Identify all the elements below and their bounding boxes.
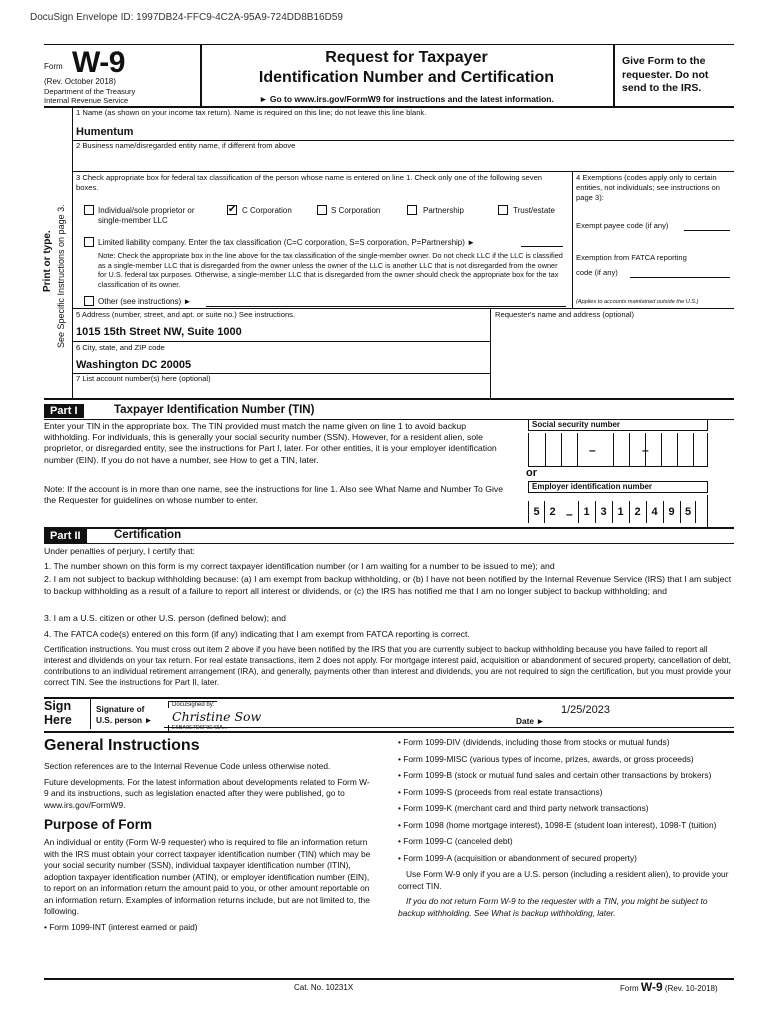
ein-digit: 4 xyxy=(646,501,662,523)
llc-note: Note: Check the appropriate box in the line above for the tax classification of the single-member owner. Do not check LLC if the LLC is classified as a single-member LLC that is disregarded from the owner unless the owner of the LLC is another LLC that is not disregarded from the owner for U.S. federal tax purposes. Otherwise, a single-member LLC that is disregarded from the owner should check the appropriate box for the tax classification of its owner. xyxy=(98,251,563,289)
ein-digit: 1 xyxy=(578,501,594,523)
checkbox-other[interactable] xyxy=(84,296,94,306)
ein-field[interactable] xyxy=(528,495,708,529)
line6-label: 6 City, state, and ZIP code xyxy=(76,343,165,352)
ssn-label: Social security number xyxy=(528,419,708,431)
checkbox-s-corporation[interactable] xyxy=(317,205,327,215)
line7-account-field[interactable] xyxy=(76,385,676,397)
part2-title: Certification xyxy=(114,529,182,541)
line2-label: 2 Business name/disregarded entity name, if different from above xyxy=(76,141,296,150)
form-word: Form xyxy=(44,62,63,71)
ssn-divider xyxy=(693,433,694,467)
signature-label-line1: Signature of xyxy=(96,704,145,714)
requester-label: Requester's name and address (optional) xyxy=(495,310,635,319)
ein-digit: 1 xyxy=(612,501,628,523)
part2-tag: Part II xyxy=(44,529,87,543)
signature-hash: E6BA9E7D6F9E43A... xyxy=(168,725,230,732)
bullet-1099-misc: • Form 1099-MISC (various types of income, prizes, awards, or gross proceeds) xyxy=(398,753,694,764)
form-title xyxy=(200,48,613,88)
checkbox-trust-estate[interactable] xyxy=(498,205,508,215)
side-label-see: See Specific Instructions on page 3. xyxy=(56,204,66,348)
signature-image: Christine Sow xyxy=(172,709,262,724)
ein-digit: 2 xyxy=(629,501,645,523)
signature-label xyxy=(96,704,153,725)
ssn-divider xyxy=(613,433,614,467)
sign-divider xyxy=(90,697,91,729)
ssn-dash: – xyxy=(589,443,596,457)
general-instructions-heading: General Instructions xyxy=(44,737,200,754)
part1-note: Note: If the account is in more than one name, see the instructions for line 1. Also see What Name and Number To Give the Requester for guidelines on whose number to enter. xyxy=(44,484,504,506)
line5-rule xyxy=(72,341,490,342)
bullet-1099-b: • Form 1099-B (stock or mutual fund sales and certain other transactions by brokers) xyxy=(398,770,712,780)
bullet-1099-int: • Form 1099-INT (interest earned or paid) xyxy=(44,921,198,932)
label-trust-estate: Trust/estate xyxy=(513,206,555,215)
header-divider-right xyxy=(613,44,615,106)
line5-label: 5 Address (number, street, and apt. or suite no.) See instructions. xyxy=(76,310,296,319)
catalog-number: Cat. No. 10231X xyxy=(294,983,354,992)
line6-city-field[interactable]: Washington DC 20005 xyxy=(76,359,192,371)
label-llc: Limited liability company. Enter the tax classification (C=C corporation, S=S corporation, P=Partnership) ► xyxy=(98,238,476,247)
ssn-divider xyxy=(677,433,678,467)
cert-item2: 2. I am not subject to backup withholding because: (a) I am exempt from backup withholding, or (b) I have not been notified by the Internal Revenue Service (IRS) that I am subject to backup withholding as a result of a failure to report all interest or dividends, or (c) the IRS has notified me that I am no longer subject to backup withholding; and xyxy=(44,574,732,596)
line2-rule xyxy=(72,171,734,172)
ein-digit: 9 xyxy=(663,501,679,523)
cert-item3: 3. I am a U.S. citizen or other U.S. person (defined below); and xyxy=(44,613,286,623)
bullet-1098: • Form 1098 (home mortgage interest), 1098-E (student loan interest), 1098-T (tuition) xyxy=(398,819,717,830)
date-value[interactable]: 1/25/2023 xyxy=(561,704,610,716)
footer-form-id xyxy=(620,980,718,994)
sign-top-rule xyxy=(44,697,734,699)
fatca-code-field[interactable] xyxy=(630,277,730,278)
line1-label: 1 Name (as shown on your income tax return). Name is required on this line; do not leave this line blank. xyxy=(76,108,427,117)
line3-label: 3 Check appropriate box for federal tax classification of the person whose name is entered on line 1. Check only one of the following seven boxes. xyxy=(76,173,543,192)
exempt-payee-field[interactable] xyxy=(684,230,730,231)
label-s-corporation: S Corporation xyxy=(331,206,381,215)
ein-digit: 5 xyxy=(680,501,696,523)
instructions-right-column xyxy=(398,737,730,923)
part1-title: Taxpayer Identification Number (TIN) xyxy=(114,404,315,416)
agency: Internal Revenue Service xyxy=(44,96,129,105)
instructions-p1: Section references are to the Internal Revenue Code unless otherwise noted. xyxy=(44,761,331,771)
fatca-code-label: code (if any) xyxy=(576,268,618,277)
instructions-left-column xyxy=(44,735,374,938)
part1-tag: Part I xyxy=(44,404,84,418)
form-code: W-9 xyxy=(72,46,125,79)
docusigned-label: DocuSigned by: xyxy=(168,701,217,708)
line5-address-field[interactable]: 1015 15th Street NW, Suite 1000 xyxy=(76,326,242,338)
date-label: Date ► xyxy=(516,716,545,726)
ein-digit: 3 xyxy=(595,501,611,523)
bullet-1099-div: • Form 1099-DIV (dividends, including those from stocks or mutual funds) xyxy=(398,737,670,747)
applies-note: (Applies to accounts maintained outside the U.S.) xyxy=(576,299,699,305)
envelope-id: DocuSign Envelope ID: 1997DB24-FFC9-4C2A-95A9-724DD8B16D59 xyxy=(30,12,343,23)
section1-bottom-rule xyxy=(44,398,734,400)
part2-header-rule xyxy=(44,543,734,544)
footer-form-code: W-9 xyxy=(640,980,663,994)
ein-label: Employer identification number xyxy=(528,481,708,493)
use-form-text: Use Form W-9 only if you are a U.S. person (including a resident alien), to provide your correct TIN. xyxy=(398,869,729,891)
part1-text: Enter your TIN in the appropriate box. The TIN provided must match the name given on line 1 to avoid backup withholding. For individuals, this is generally your social security number (SSN). However, for a resident alien, sole proprietor, or disregarded entity, see the instructions for Part I, later. For other entities, it is your employer identification number (EIN). If you do not have a number, see How to get a TIN, later. xyxy=(44,421,497,465)
ein-dash: – xyxy=(566,507,573,521)
label-individual: Individual/sole proprietor or single-member LLC xyxy=(98,206,195,225)
cert-item1: 1. The number shown on this form is my correct taxpayer identification number (or I am waiting for a number to be issued to me); and xyxy=(44,561,555,571)
checkbox-c-corporation[interactable] xyxy=(227,205,237,215)
checkbox-llc[interactable] xyxy=(84,237,94,247)
or-label: or xyxy=(526,467,537,479)
label-partnership: Partnership xyxy=(423,206,464,215)
label-c-corporation: C Corporation xyxy=(242,206,292,215)
checkbox-partnership[interactable] xyxy=(407,205,417,215)
line2-business-name-field[interactable] xyxy=(76,152,726,170)
cert-item4: 4. The FATCA code(s) entered on this form (if any) indicating that I am exempt from FATCA reporting is correct. xyxy=(44,629,470,639)
llc-classification-field[interactable] xyxy=(521,246,563,247)
if-not-return-text: If you do not return Form W-9 to the requester with a TIN, you might be subject to backup withholding. See What is backup withholding, later. xyxy=(398,896,708,918)
ssn-dash: – xyxy=(642,443,649,457)
ssn-divider xyxy=(545,433,546,467)
bullet-1099-a: • Form 1099-A (acquisition or abandonment of secured property) xyxy=(398,852,637,863)
fatca-exempt-label: Exemption from FATCA reporting xyxy=(576,253,687,262)
line3-line4-divider xyxy=(572,171,573,308)
bullet-1099-c: • Form 1099-C (canceled debt) xyxy=(398,836,513,846)
side-print-label: Print or type. xyxy=(42,230,53,292)
footer-form-word: Form xyxy=(620,984,639,993)
department: Department of the Treasury xyxy=(44,87,136,96)
bullet-1099-k: • Form 1099-K (merchant card and third party network transactions) xyxy=(398,803,649,813)
checkbox-individual[interactable] xyxy=(84,205,94,215)
ssn-divider xyxy=(661,433,662,467)
goto-instructions: ► Go to www.irs.gov/FormW9 for instructions and the latest information. xyxy=(259,94,554,104)
header-top-rule xyxy=(44,44,734,45)
form-title-line1: Request for Taxpayer xyxy=(325,49,488,66)
sign-bottom-rule xyxy=(44,731,734,733)
sign-here-label: Sign Here xyxy=(44,699,72,727)
signature-line xyxy=(164,727,734,728)
side-column-rule xyxy=(72,106,73,398)
line7-label: 7 List account number(s) here (optional) xyxy=(76,374,211,383)
cert-intro: Under penalties of perjury, I certify that: xyxy=(44,546,195,556)
other-field[interactable] xyxy=(206,306,566,307)
ssn-divider xyxy=(629,433,630,467)
line3-rule xyxy=(72,308,734,309)
form-title-line2: Identification Number and Certification xyxy=(258,69,555,86)
ssn-divider xyxy=(561,433,562,467)
ssn-field[interactable] xyxy=(528,433,708,467)
line4-label: 4 Exemptions (codes apply only to certain entities, not individuals; see instructions on page 3): xyxy=(576,173,720,202)
form-revision: (Rev. October 2018) xyxy=(44,77,116,86)
label-other: Other (see instructions) ► xyxy=(98,297,192,306)
exempt-payee-label: Exempt payee code (if any) xyxy=(576,221,669,230)
side-instructions-label xyxy=(56,148,66,348)
ein-digit: 2 xyxy=(544,501,560,523)
give-form-note: Give Form to the requester. Do not send to the IRS. xyxy=(622,55,709,94)
cert-instructions: Certification instructions. You must cross out item 2 above if you have been notified by the IRS that you are currently subject to backup withholding because you have failed to report all interest and dividends on your tax return. For real estate transactions, item 2 does not apply. For mortgage interest paid, acquisition or abandonment of secured property, cancellation of debt, contributions to an individual retirement arrangement (IRA), and generally, payments other than interest and dividends, you are not required to sign the certification, but you must provide your correct TIN. See the instructions for Part II, later. xyxy=(44,645,732,687)
purpose-heading: Purpose of Form xyxy=(44,817,153,832)
check-mark-icon: ✔ xyxy=(228,204,237,215)
footer-form-rev: (Rev. 10-2018) xyxy=(664,984,718,993)
signature-label-line2: U.S. person ► xyxy=(96,714,153,725)
purpose-text: An individual or entity (Form W-9 requester) who is required to file an information return with the IRS must obtain your correct taxpayer identification number (TIN) which may be your social security number (SSN), individual taxpayer identification number (ITIN), adoption taxpayer identification number (ATIN), or employer identification number (EIN), to report on an information return the amount paid to you, or other amount reportable on an information return. Examples of information returns include, but are not limited to, the following. xyxy=(44,837,371,916)
future-developments: Future developments. For the latest information about developments related to Form W-9 and its instructions, such as legislation enacted after they were published, go to www.irs.gov/FormW9. xyxy=(44,776,370,810)
ein-digit: 5 xyxy=(528,501,544,523)
ssn-divider xyxy=(577,433,578,467)
line1-name-field[interactable]: Humentum xyxy=(76,126,134,138)
bullet-1099-s: • Form 1099-S (proceeds from real estate transactions) xyxy=(398,786,603,797)
